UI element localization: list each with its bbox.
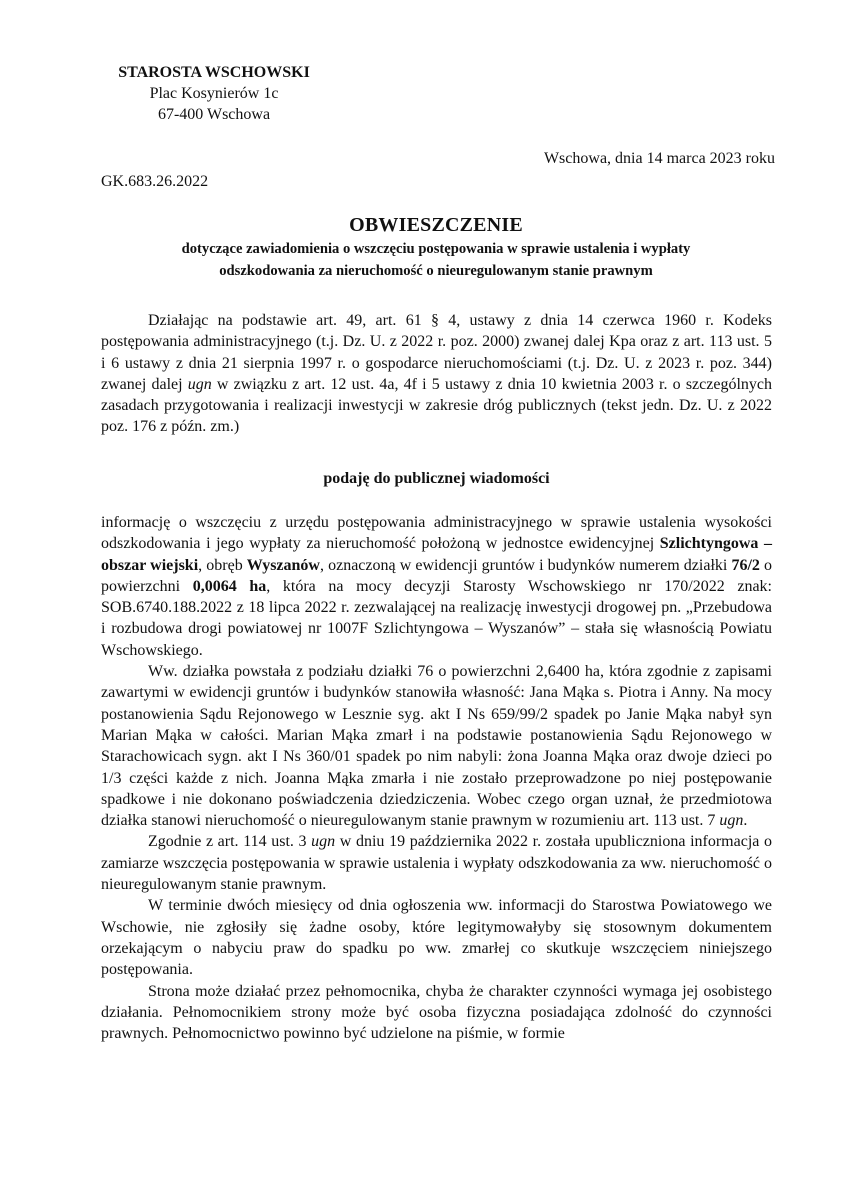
ugn-abbreviation: ugn <box>719 812 744 830</box>
info-text-3: , oznaczoną w ewidencji gruntów i budynków numerem działki <box>319 556 732 574</box>
legal-basis-text-1: Działając na podstawie art. 49, art. 61 § 4, ustawy z dnia 14 czerwca 1960 r. Kodeks postępowania administracyjnego (t.j. Dz. U. z 2022 r. poz. 2000) zwanej dalej Kpa oraz z art. 113 ust. 5 i 6 ustawy z dnia 21 sierpnia 1997 r. o gospodarce nieruchomościami (t.j. Dz. U. z 2023 r. poz. 344) zwanej dalej <box>101 312 772 393</box>
history-text-2: . <box>743 812 748 830</box>
document-date: Wschowa, dnia 14 marca 2023 roku <box>543 150 775 167</box>
sender-address-line2: 67-400 Wschowa <box>157 106 271 123</box>
sender-name: STAROSTA WSCHOWSKI <box>118 64 310 81</box>
history-paragraph <box>101 661 772 831</box>
sender-block <box>108 62 320 125</box>
ugn-abbreviation: ugn <box>187 375 212 393</box>
title-block <box>101 212 771 282</box>
publication-text-1: Zgodnie z art. 114 ust. 3 <box>148 833 312 851</box>
document-subtitle-line2: odszkodowania za nieruchomość o nieuregulowanym stanie prawnym <box>219 263 653 279</box>
proxy-paragraph: Strona może działać przez pełnomocnika, chyba że charakter czynności wymaga jej osobistego działania. Pełnomocnikiem strony może być osoba fizyczna posiadająca zdolność do czynności prawnych. Pełnomocnictwo powinno być udzielone na piśmie, w formie <box>101 982 772 1043</box>
publication-text-2: w dniu 19 października 2022 r. została upubliczniona informacja o zamiarze wszczęcia postępowania w sprawie ustalenia i wypłaty odszkodowania za ww. nieruchomość o nieuregulowanym stanie prawnym. <box>101 833 773 894</box>
reference-number: GK.683.26.2022 <box>101 173 209 190</box>
precinct-name: Wyszanów <box>246 556 320 574</box>
publication-paragraph <box>101 831 772 895</box>
cadastral-unit: Szlichtyngowa – obszar wiejski <box>101 535 773 574</box>
ugn-abbreviation: ugn <box>311 833 336 851</box>
sender-address-line1: Plac Kosynierów 1c <box>149 85 279 102</box>
announcement-heading: podaję do publicznej wiadomości <box>323 470 550 487</box>
history-text-1: Ww. działka powstała z podziału działki 76 o powierzchni 2,6400 ha, która zgodnie z zapisami zawartymi w ewidencji gruntów i budynków stanowiła własność: Jana Mąka s. Piotra i Anny. Na mocy postanowienia Sądu Rejonowego w Lesznie syg. akt I Ns 659/99/2 spadek po Janie Mąka nabył syn Marian Mąka w całości. Marian Mąka zmarł i na podstawie postanowienia Sądu Rejonowego w Starachowicach sygn. akt I Ns 360/01 spadek po nim nabyli: żona Joanna Mąka oraz dwoje dzieci po 1/3 części każde z nich. Joanna Mąka zmarła i nie zostało przeprowadzone po niej postępowanie spadkowe i nie dokonano poświadczenia dziedziczenia. Wobec czego organ uznał, że przedmiotowa działka stanowi nieruchomość o nieuregulowanym stanie prawnym w rozumieniu art. 113 ust. 7 <box>101 663 772 830</box>
info-text-1: informację o wszczęciu z urzędu postępowania administracyjnego w sprawie ustalenia wysokości odszkodowania i jego wypłaty za nieruchomość położoną w jednostce ewidencyjnej <box>101 514 772 553</box>
info-text-4: o powierzchni <box>101 556 773 595</box>
legal-basis-section <box>101 310 772 438</box>
main-content-section <box>101 512 772 1044</box>
info-text-5: , która na mocy decyzji Starosty Wschowskiego nr 170/2022 znak: SOB.6740.188.2022 z 18 lipca 2022 r. zezwalającej na realizację inwestycji drogowej pn. „Przebudowa i rozbudowa drogi powiatowej nr 1007F Szlichtyngowa – Wyszanów” – stała się własnością Powiatu Wschowskiego. <box>101 577 772 659</box>
parcel-area: 0,0064 ha <box>192 577 267 595</box>
document-title: OBWIESZCZENIE <box>349 214 523 236</box>
info-text-2: , obręb <box>198 556 247 574</box>
parcel-number: 76/2 <box>731 556 760 574</box>
info-paragraph <box>101 512 772 661</box>
legal-basis-paragraph <box>101 310 772 438</box>
document-subtitle-line1: dotyczące zawiadomienia o wszczęciu postępowania w sprawie ustalenia i wypłaty <box>181 241 691 257</box>
legal-basis-text-2: w związku z art. 12 ust. 4a, 4f i 5 ustawy z dnia 10 kwietnia 2003 r. o szczególnych zasadach przygotowania i realizacji inwestycji w zakresie dróg publicznych (tekst jedn. Dz. U. z 2022 poz. 176 z późn. zm.) <box>101 375 772 436</box>
deadline-paragraph: W terminie dwóch miesięcy od dnia ogłoszenia ww. informacji do Starostwa Powiatowego we Wschowie, nie zgłosiły się żadne osoby, które legitymowałyby się stosownym dokumentem orzekającym o nabyciu praw do spadku po ww. zmarłej co skutkuje wszczęciem niniejszego postępowania. <box>101 897 772 979</box>
